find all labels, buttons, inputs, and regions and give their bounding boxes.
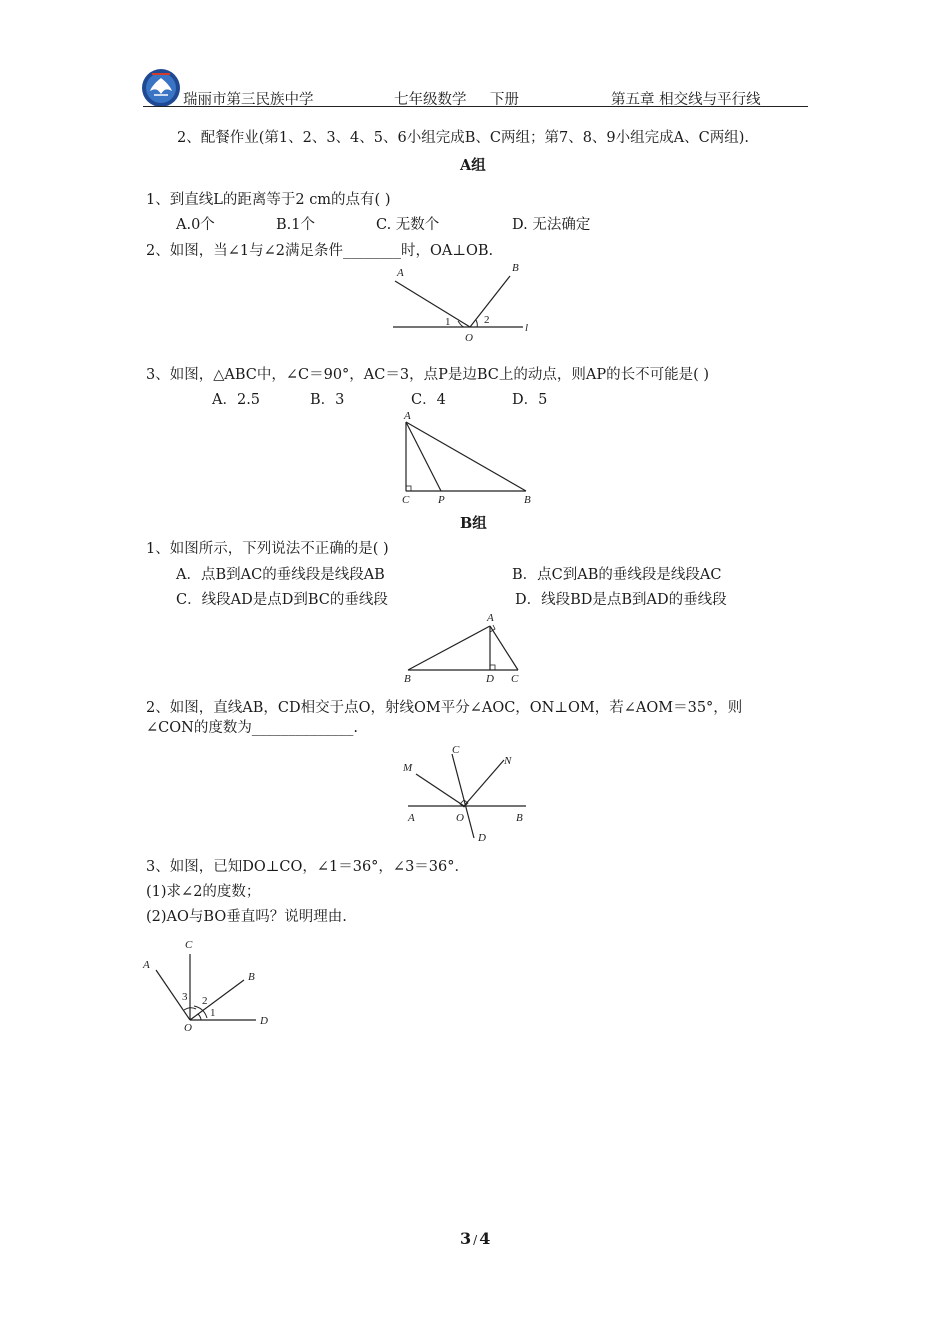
fig-a3-label-p: P xyxy=(438,494,445,506)
fig-b1-label-a: A xyxy=(487,612,494,624)
a-q1-option-a: A.0个 xyxy=(176,217,215,233)
a-q2-text: 2、如图，当∠1与∠2满足条件________时，OA⊥OB. xyxy=(146,243,494,259)
fig-a2-angle-1: 1 xyxy=(445,316,451,328)
fig-b2-label-d: D xyxy=(478,832,486,844)
header-rule xyxy=(143,106,808,107)
page-total: 4 xyxy=(479,1229,491,1248)
header-school: 瑞丽市第三民族中学 xyxy=(183,92,314,108)
fig-b1-label-d: D xyxy=(486,673,494,685)
b-q3-sub1: (1)求∠2的度数； xyxy=(146,884,261,900)
fig-b3-label-d: D xyxy=(260,1015,268,1027)
fig-b1-label-b: B xyxy=(404,673,411,685)
fig-b3-angle-3: 3 xyxy=(182,991,188,1003)
fig-b1-label-c: C xyxy=(511,673,519,685)
a-q3-option-a: A．2.5 xyxy=(212,392,261,408)
page-separator: / xyxy=(473,1233,478,1247)
fig-a2-label-o: O xyxy=(465,332,473,344)
fig-b2-label-m: M xyxy=(403,762,413,774)
a-q3-text: 3、如图，△ABC中，∠C＝90°，AC＝3，点P是边BC上的动点，则AP的长不可能是( ) xyxy=(146,367,710,383)
fig-a3-label-b: B xyxy=(524,494,531,506)
fig-b3-label-c: C xyxy=(185,939,193,951)
fig-a2-angle-2: 2 xyxy=(484,314,490,326)
b-q1-option-b: B．点C到AB的垂线段是线段AC xyxy=(512,567,722,583)
fig-a2-label-l: l xyxy=(525,322,529,334)
a-q1-option-d: D. 无法确定 xyxy=(512,217,591,233)
a-q1-text: 1、到直线L的距离等于2 cm的点有( ) xyxy=(146,192,391,208)
fig-b2-label-c: C xyxy=(452,744,460,756)
page-number xyxy=(460,1229,490,1248)
b-q3-text: 3、如图，已知DO⊥CO，∠1＝36°，∠3＝36°． xyxy=(146,859,470,875)
fig-b3-angle-2: 2 xyxy=(202,995,208,1007)
a-q1-option-b: B.1个 xyxy=(276,217,315,233)
fig-b3-label-o: O xyxy=(184,1022,192,1034)
b-q1-option-d: D．线段BD是点B到AD的垂线段 xyxy=(515,592,727,608)
page-current: 3 xyxy=(460,1229,472,1248)
figure-b2 xyxy=(398,740,538,848)
b-q3-sub2: (2)AO与BO垂直吗？说明理由. xyxy=(146,909,347,925)
fig-a2-label-a: A xyxy=(397,267,404,279)
figure-b1 xyxy=(398,608,528,688)
b-q1-text: 1、如图所示，下列说法不正确的是( ) xyxy=(146,541,389,557)
fig-a2-label-b: B xyxy=(512,262,519,274)
fig-b2-label-a: A xyxy=(408,812,415,824)
header-volume: 下册 xyxy=(490,92,519,108)
header-chapter: 第五章 相交线与平行线 xyxy=(611,92,761,108)
b-q1-option-a: A．点B到AC的垂线段是线段AB xyxy=(176,567,385,583)
figure-a2 xyxy=(385,258,545,348)
intro-line: 2、配餐作业(第1、2、3、4、5、6小组完成B、C两组；第7、8、9小组完成A、C两组). xyxy=(177,130,749,146)
fig-b3-angle-1: 1 xyxy=(210,1007,216,1019)
fig-a3-label-a: A xyxy=(404,410,411,422)
a-q3-option-d: D．5 xyxy=(512,392,548,408)
fig-b3-label-a: A xyxy=(143,959,150,971)
group-b-title: B组 xyxy=(460,515,487,532)
fig-b3-label-b: B xyxy=(248,971,255,983)
b-q2-line1: 2、如图，直线AB，CD相交于点O，射线OM平分∠AOC，ON⊥OM，若∠AOM＝35°，则 xyxy=(146,700,743,716)
b-q2-line2: ∠CON的度数为______________. xyxy=(146,720,358,736)
header-subject: 七年级数学 xyxy=(394,92,467,108)
fig-b2-label-b: B xyxy=(516,812,523,824)
school-logo xyxy=(140,68,182,108)
figure-b3 xyxy=(138,930,288,1040)
fig-b2-label-o: O xyxy=(456,812,464,824)
fig-b2-label-n: N xyxy=(504,755,512,767)
a-q1-option-c: C. 无数个 xyxy=(376,217,440,233)
figure-a3 xyxy=(398,408,538,508)
group-a-title: A组 xyxy=(460,157,486,174)
a-q3-option-b: B．3 xyxy=(310,392,345,408)
fig-a3-label-c: C xyxy=(402,494,410,506)
a-q3-option-c: C．4 xyxy=(411,392,446,408)
b-q1-option-c: C．线段AD是点D到BC的垂线段 xyxy=(176,592,388,608)
